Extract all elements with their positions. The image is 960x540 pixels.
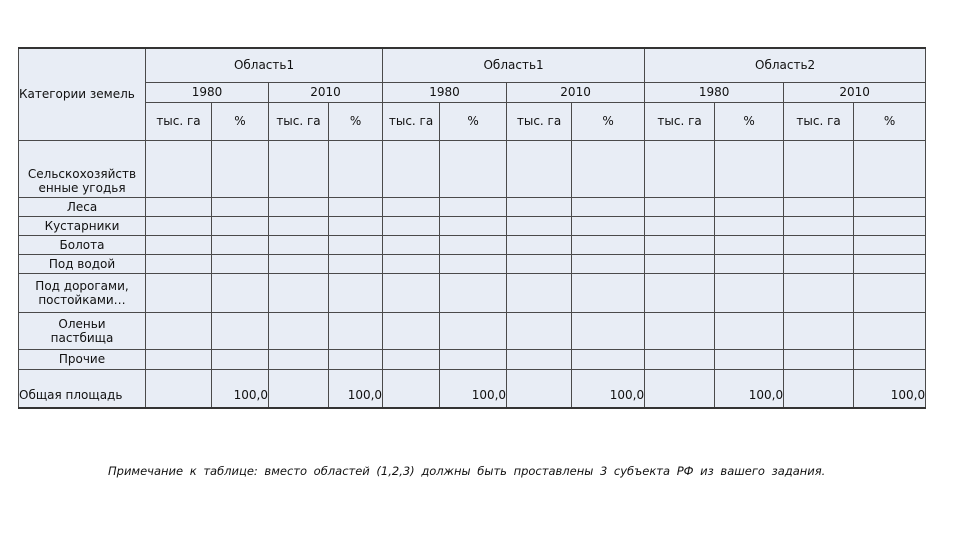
unit-header: тыс. га [383, 102, 440, 140]
unit-header: % [440, 102, 507, 140]
category-label: Под водой [19, 254, 146, 273]
total-value [645, 369, 715, 408]
table-row [19, 254, 926, 273]
unit-header: тыс. га [507, 102, 572, 140]
total-value [507, 369, 572, 408]
total-value: 100,0 [715, 369, 784, 408]
unit-header: тыс. га [269, 102, 329, 140]
category-label: Кустарники [19, 216, 146, 235]
region-header-2: Область1 [383, 48, 645, 82]
total-value [784, 369, 854, 408]
total-value: 100,0 [572, 369, 645, 408]
table-note: Примечание к таблице: вместо областей (1,2,3) должны быть проставлены 3 субъекта РФ из вашего задания. [108, 463, 826, 478]
year-header: 1980 [383, 82, 507, 102]
land-categories-table [18, 47, 926, 409]
table-row [19, 216, 926, 235]
year-header: 2010 [784, 82, 926, 102]
year-header: 1980 [645, 82, 784, 102]
region-header-row [19, 48, 926, 82]
total-value: 100,0 [212, 369, 269, 408]
table-row [19, 197, 926, 216]
unit-header: % [329, 102, 383, 140]
total-value [383, 369, 440, 408]
year-header-row [19, 82, 926, 102]
total-value [269, 369, 329, 408]
category-label: Оленьи пастбища [19, 312, 146, 349]
year-header: 2010 [269, 82, 383, 102]
table-row [19, 235, 926, 254]
unit-header: % [715, 102, 784, 140]
table-row [19, 140, 926, 197]
category-label: Сельскохозяйств енные угодья [19, 140, 146, 197]
table-row [19, 349, 926, 369]
category-label: Прочие [19, 349, 146, 369]
unit-header-row [19, 102, 926, 140]
year-header: 1980 [146, 82, 269, 102]
unit-header: % [572, 102, 645, 140]
unit-header: тыс. га [146, 102, 212, 140]
unit-header: тыс. га [645, 102, 715, 140]
region-header-3: Область2 [645, 48, 926, 82]
year-header: 2010 [507, 82, 645, 102]
category-header: Категории земель [19, 48, 146, 140]
total-value [146, 369, 212, 408]
region-header-1: Область1 [146, 48, 383, 82]
total-label: Общая площадь [19, 369, 146, 408]
table-row [19, 312, 926, 349]
table-row [19, 273, 926, 312]
category-label: Болота [19, 235, 146, 254]
unit-header: % [212, 102, 269, 140]
total-value: 100,0 [440, 369, 507, 408]
unit-header: тыс. га [784, 102, 854, 140]
category-label: Под дорогами, постойками… [19, 273, 146, 312]
total-value: 100,0 [329, 369, 383, 408]
total-value: 100,0 [854, 369, 926, 408]
total-row [19, 369, 926, 408]
category-label: Леса [19, 197, 146, 216]
unit-header: % [854, 102, 926, 140]
